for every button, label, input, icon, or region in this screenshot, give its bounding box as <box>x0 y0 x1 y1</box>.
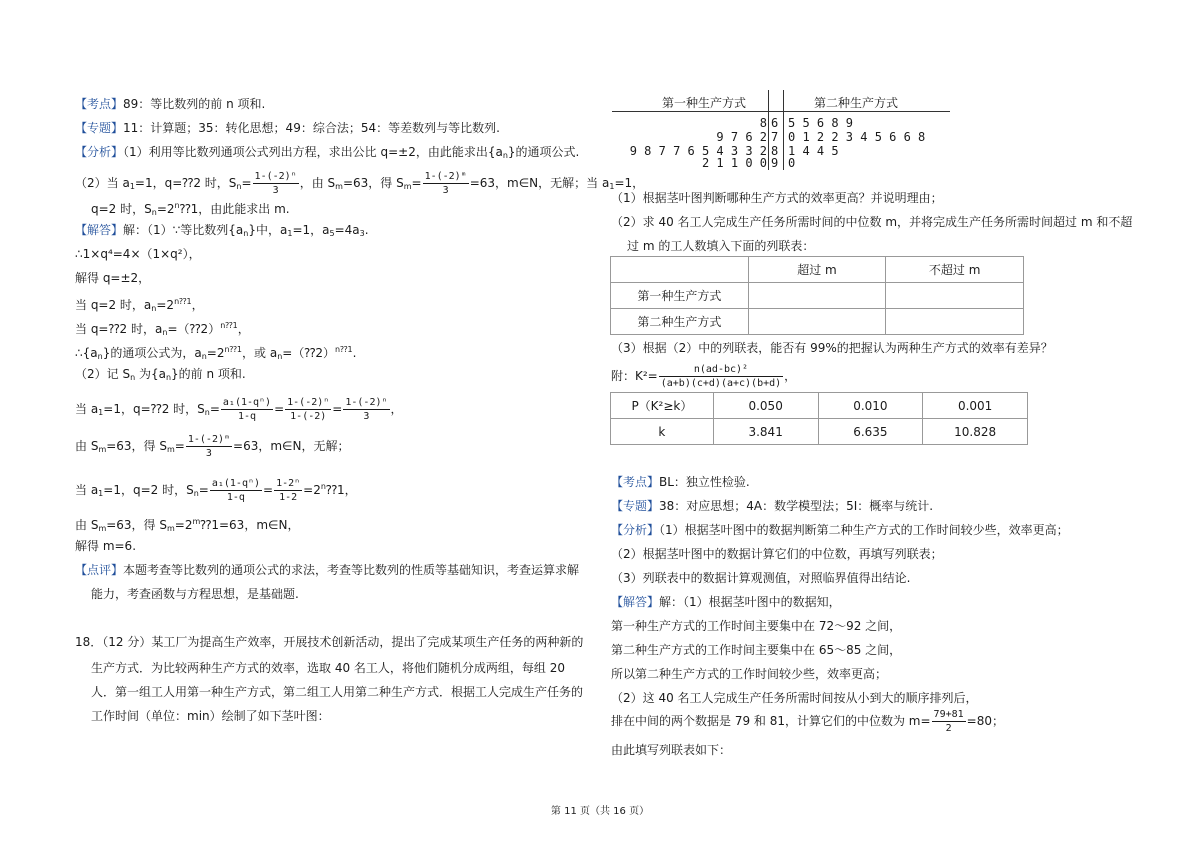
question-part-2: （2）求 40 名工人完成生产任务所需时间的中位数 m，并将完成生产任务所需时间超过 m 和不超 <box>611 215 1133 229</box>
text: =63，得 S <box>106 518 167 532</box>
table-cell: 超过 m <box>748 257 886 283</box>
sup: n <box>320 482 326 491</box>
dianping-text: 本题考查等比数列的通项公式的求法，考查等比数列的性质等基础知识，考查运算求解 <box>123 563 580 577</box>
solution-line <box>75 342 356 365</box>
kaodian-tag: 【考点】 <box>611 475 660 489</box>
fraction <box>210 477 262 504</box>
stem-leaf-stem: 7 <box>771 130 779 144</box>
sup: n⁇1 <box>220 321 238 330</box>
numerator: 1-(-2)ᵐ <box>424 171 467 182</box>
text: =2 <box>156 202 175 216</box>
kaodian-tag: 【考点】 <box>75 97 124 111</box>
text: （2）当 a <box>75 176 130 190</box>
fraction <box>343 396 389 423</box>
kaodian-text: BL：独立性检验. <box>659 475 750 489</box>
kaodian-text: 89：等比数列的前 n 项和. <box>123 97 266 111</box>
table-cell: 不超过 m <box>886 257 1024 283</box>
fenxi-text: （1）利用等比数列通项公式列出方程，求出公比 q=±2，由此能求出{a <box>123 145 503 159</box>
fraction <box>285 396 331 423</box>
sub: 1 <box>129 182 135 191</box>
kaodian-line <box>611 474 750 490</box>
fraction <box>932 708 966 735</box>
text: =2 <box>174 518 193 532</box>
jieda-text: 解：（1）根据茎叶图中的数据知， <box>659 595 841 609</box>
text: = <box>411 176 422 190</box>
solution-line: 由此填写列联表如下： <box>611 743 732 757</box>
critical-value-table <box>610 392 1028 445</box>
table-cell: 第二种生产方式 <box>611 309 749 335</box>
solution-line <box>75 366 246 386</box>
sub: 5 <box>329 229 335 238</box>
denominator: 3 <box>363 411 370 422</box>
text: =63，m∈N，无解； <box>233 439 350 453</box>
table-row <box>611 393 1028 419</box>
stem-leaf-divider-left <box>768 90 769 170</box>
fenxi-tag: 【分析】 <box>75 145 124 159</box>
text: =1，a <box>292 223 330 237</box>
question-part-2-cont: 过 m 的工人数填入下面的列联表： <box>627 239 815 253</box>
sub: n <box>204 408 210 417</box>
text: ，或 a <box>242 346 278 360</box>
question-18-line: 18．（12 分）某工厂为提高生产效率，开展技术创新活动，提出了完成某项生产任务的两种新的 <box>75 635 584 649</box>
table-row <box>611 283 1024 309</box>
text: ， <box>237 322 250 336</box>
sup: m <box>192 517 201 526</box>
zhuanti-line <box>75 120 500 136</box>
sub: m <box>167 445 175 454</box>
stem-leaf-left-leaves: 9 7 6 2 <box>716 130 767 144</box>
formula-line <box>611 362 796 390</box>
solution-line <box>75 294 204 317</box>
table-cell: 第一种生产方式 <box>611 283 749 309</box>
sub: m <box>98 524 107 533</box>
denominator: 3 <box>205 448 212 459</box>
table-cell: 10.828 <box>923 419 1028 445</box>
sub: 1 <box>609 182 615 191</box>
stem-leaf-right-title: 第二种生产方式 <box>814 96 899 110</box>
page-footer: 第 11 页（共 16 页） <box>550 806 650 817</box>
denominator: 3 <box>442 185 449 196</box>
sub: n <box>130 373 136 382</box>
sub: m <box>403 182 412 191</box>
numerator: 79+81 <box>933 709 964 720</box>
solution-line: 解得 m=6. <box>75 539 137 553</box>
table-cell: 6.635 <box>818 419 923 445</box>
text: =63，m∈N，无解；当 a <box>469 176 610 190</box>
question-18-line: 生产方式．为比较两种生产方式的效率，选取 40 名工人，将他们随机分成两组，每组 20 <box>91 661 565 675</box>
table-cell <box>886 309 1024 335</box>
stem-leaf-left-title: 第一种生产方式 <box>662 96 747 110</box>
fenxi-line <box>611 522 1069 538</box>
text: =1，q=⁇2 时，S <box>103 402 205 416</box>
fraction <box>423 170 469 197</box>
text: ⁇1，由此能求出 m. <box>179 202 290 216</box>
sub: n <box>97 352 103 361</box>
text: 当 q=2 时，a <box>75 298 152 312</box>
text: ∴{a <box>75 346 98 360</box>
stem-leaf-right-leaves: 1 4 4 5 <box>788 144 839 158</box>
sup: n⁇1 <box>174 297 192 306</box>
text: = <box>198 483 209 497</box>
stem-leaf-left-leaves: 2 1 1 0 0 <box>701 156 767 170</box>
denominator: (a+b)(c+d)(a+c)(b+d) <box>660 378 782 389</box>
solution-line <box>75 432 349 464</box>
sub: n <box>201 352 207 361</box>
dianping-line-2: 能力，考查函数与方程思想，是基础题. <box>91 587 299 601</box>
text: 当 a <box>75 402 99 416</box>
text: }的前 n 项和. <box>171 367 246 381</box>
solution-line <box>75 394 403 428</box>
text: =（⁇2） <box>282 346 336 360</box>
jieda-tag: 【解答】 <box>611 595 660 609</box>
question-18-line: 工作时间（单位：min）绘制了如下茎叶图： <box>91 709 330 723</box>
numerator: 1-(-2)ⁿ <box>287 397 330 408</box>
sup: n⁇1 <box>335 345 353 354</box>
question-part-1: （1）根据茎叶图判断哪种生产方式的效率更高？并说明理由； <box>611 191 943 205</box>
numerator: a₁(1-qⁿ) <box>211 478 261 489</box>
sub: m <box>335 182 343 191</box>
denominator: 3 <box>272 185 279 196</box>
contingency-table <box>610 256 1024 335</box>
denominator: 1-q <box>237 411 257 422</box>
table-cell <box>748 283 886 309</box>
text: = <box>263 483 274 497</box>
denominator: 1-2 <box>279 492 298 503</box>
table-row <box>611 257 1024 283</box>
table-cell <box>611 257 749 283</box>
numerator: a₁(1-qⁿ) <box>222 397 272 408</box>
text: （2）记 S <box>75 367 131 381</box>
numerator: 1-(-2)ⁿ <box>254 171 297 182</box>
table-cell: 0.001 <box>923 393 1028 419</box>
solution-line: （2）这 40 名工人完成生产任务所需时间按从小到大的顺序排列后， <box>611 691 978 705</box>
solution-line <box>611 706 1004 736</box>
table-cell <box>748 309 886 335</box>
zhuanti-line <box>611 498 933 514</box>
numerator: 1-2ⁿ <box>276 478 301 489</box>
text: =1，q=2 时，S <box>103 483 194 497</box>
text: 由 S <box>75 439 99 453</box>
sub: n <box>151 208 157 217</box>
text: 当 a <box>75 483 99 497</box>
dianping-tag: 【点评】 <box>75 563 124 577</box>
fenxi-tag: 【分析】 <box>611 523 660 537</box>
fraction <box>186 433 232 460</box>
question-part-3: （3）根据（2）中的列联表，能否有 99%的把握认为两种生产方式的效率有差异？ <box>611 341 1053 355</box>
zhuanti-text: 11：计算题；35：转化思想；49：综合法；54：等差数列与等比数列. <box>123 121 500 135</box>
text: }的通项公式为，a <box>102 346 202 360</box>
text: ，由 S <box>299 176 336 190</box>
fenxi-line <box>75 144 579 164</box>
solution-line: 解得 q=±2， <box>75 271 151 285</box>
text: . <box>352 346 357 360</box>
text: 由 S <box>75 518 99 532</box>
solution-line: 所以第二种生产方式的工作时间较少些，效率更高； <box>611 667 888 681</box>
stem-leaf-right-leaves: 5 5 6 8 9 <box>788 116 854 130</box>
fenxi-sub: n <box>502 151 508 160</box>
text: . <box>364 223 369 237</box>
text: =63，得 S <box>342 176 404 190</box>
table-cell: 0.050 <box>713 393 818 419</box>
sub: n <box>165 373 172 382</box>
text: =4a <box>334 223 360 237</box>
analysis-line-3 <box>91 198 290 221</box>
question-18-line: 人．第一组工人用第一种生产方式，第二组工人用第二种生产方式．根据工人完成生产任务的 <box>91 685 584 699</box>
solution-line: 第一种生产方式的工作时间主要集中在 72～92 之间， <box>611 619 902 633</box>
stem-leaf-right-leaves: 0 <box>788 156 796 170</box>
numerator: 1-(-2)ⁿ <box>345 397 388 408</box>
table-row <box>611 309 1024 335</box>
stem-leaf-left-leaves: 9 8 7 7 6 5 4 3 3 2 <box>629 144 767 158</box>
sub: n <box>151 304 157 313</box>
zhuanti-text: 38：对应思想；4A：数学模型法；5I：概率与统计. <box>659 499 934 513</box>
text: =63，得 S <box>106 439 167 453</box>
stem-leaf-header-rule <box>612 111 950 112</box>
fenxi-line-2: （2）根据茎叶图中的数据计算它们的中位数，再填写列联表； <box>611 547 943 561</box>
sub: 3 <box>359 229 365 238</box>
denominator: 2 <box>945 723 952 734</box>
stem-leaf-stem: 6 <box>771 116 779 130</box>
dianping-line <box>75 562 579 578</box>
text: = <box>332 402 343 416</box>
fraction <box>253 170 299 197</box>
sub: m <box>167 524 175 533</box>
text: =2 <box>206 346 225 360</box>
kaodian-line <box>75 96 265 112</box>
sub: m <box>98 445 107 454</box>
solution-line: ∴1×q⁴=4×（1×q²）， <box>75 247 201 261</box>
text: =（⁇2） <box>167 322 221 336</box>
stem-leaf-divider-right <box>783 90 784 170</box>
denominator: 1-q <box>226 492 245 503</box>
numerator: n(ad-bc)² <box>659 363 783 377</box>
table-cell: P（K²≥k） <box>611 393 714 419</box>
sub: 1 <box>98 489 104 498</box>
text: q=2 时，S <box>91 202 152 216</box>
zhuanti-tag: 【专题】 <box>75 121 124 135</box>
fenxi-line-3: （3）列联表中的数据计算观测值，对照临界值得出结论. <box>611 571 911 585</box>
text: =80； <box>966 714 1004 728</box>
text: 排在中间的两个数据是 79 和 81，计算它们的中位数为 m= <box>611 714 931 728</box>
text: 当 q=⁇2 时，a <box>75 322 163 336</box>
text: 解：（1）∵等比数列{a <box>123 223 244 237</box>
stem-leaf-stem: 8 <box>771 144 779 158</box>
text: = <box>241 176 252 190</box>
zhuanti-tag: 【专题】 <box>611 499 660 513</box>
text: = <box>274 402 285 416</box>
sup: n <box>174 201 180 210</box>
stem-leaf-left-leaves: 8 <box>759 116 767 130</box>
sub: n <box>243 229 249 238</box>
sub: 1 <box>287 229 293 238</box>
sub: n <box>193 489 199 498</box>
text: = <box>209 402 220 416</box>
text: = <box>174 439 185 453</box>
fraction <box>659 363 783 390</box>
fenxi-text: （1）根据茎叶图中的数据判断第二种生产方式的工作时间较少些，效率更高； <box>659 523 1069 537</box>
table-row <box>611 419 1028 445</box>
numerator: 1-(-2)ᵐ <box>187 434 231 445</box>
table-cell <box>886 283 1024 309</box>
fraction <box>274 477 302 504</box>
sub: n <box>162 328 168 337</box>
fraction <box>221 396 273 423</box>
text: ， <box>191 298 204 312</box>
sup: n⁇1 <box>224 345 243 354</box>
solution-line <box>75 318 250 341</box>
stem-leaf-right-leaves: 0 1 2 2 3 4 5 6 6 8 <box>788 130 926 144</box>
text: ， <box>784 369 797 383</box>
table-cell: 0.010 <box>818 393 923 419</box>
text: ⁇1=63，m∈N， <box>200 518 300 532</box>
solution-line <box>75 472 357 509</box>
sub: n <box>236 182 242 191</box>
text: =1，q=⁇2 时，S <box>134 176 237 190</box>
text: ， <box>390 402 403 416</box>
jieda-line <box>611 594 841 610</box>
sub: 1 <box>98 408 104 417</box>
text: ⁇1， <box>325 483 357 497</box>
text: =2 <box>156 298 175 312</box>
sub: n <box>277 352 283 361</box>
stem-leaf-stem: 9 <box>771 156 779 170</box>
solution-line <box>75 514 299 537</box>
jieda-line <box>75 222 369 242</box>
analysis-line-2 <box>75 170 644 198</box>
text: }中，a <box>248 223 288 237</box>
text: 附：K²= <box>611 369 658 383</box>
fenxi-tail: }的通项公式. <box>507 145 580 159</box>
table-cell: 3.841 <box>713 419 818 445</box>
text: 为{a <box>135 367 166 381</box>
denominator: 1-(-2) <box>290 411 327 422</box>
text: =2 <box>303 483 321 497</box>
stem-leaf-plot <box>612 90 950 170</box>
text: =1， <box>614 176 645 190</box>
jieda-tag: 【解答】 <box>75 223 124 237</box>
solution-line: 第二种生产方式的工作时间主要集中在 65～85 之间， <box>611 643 902 657</box>
table-cell: k <box>611 419 714 445</box>
